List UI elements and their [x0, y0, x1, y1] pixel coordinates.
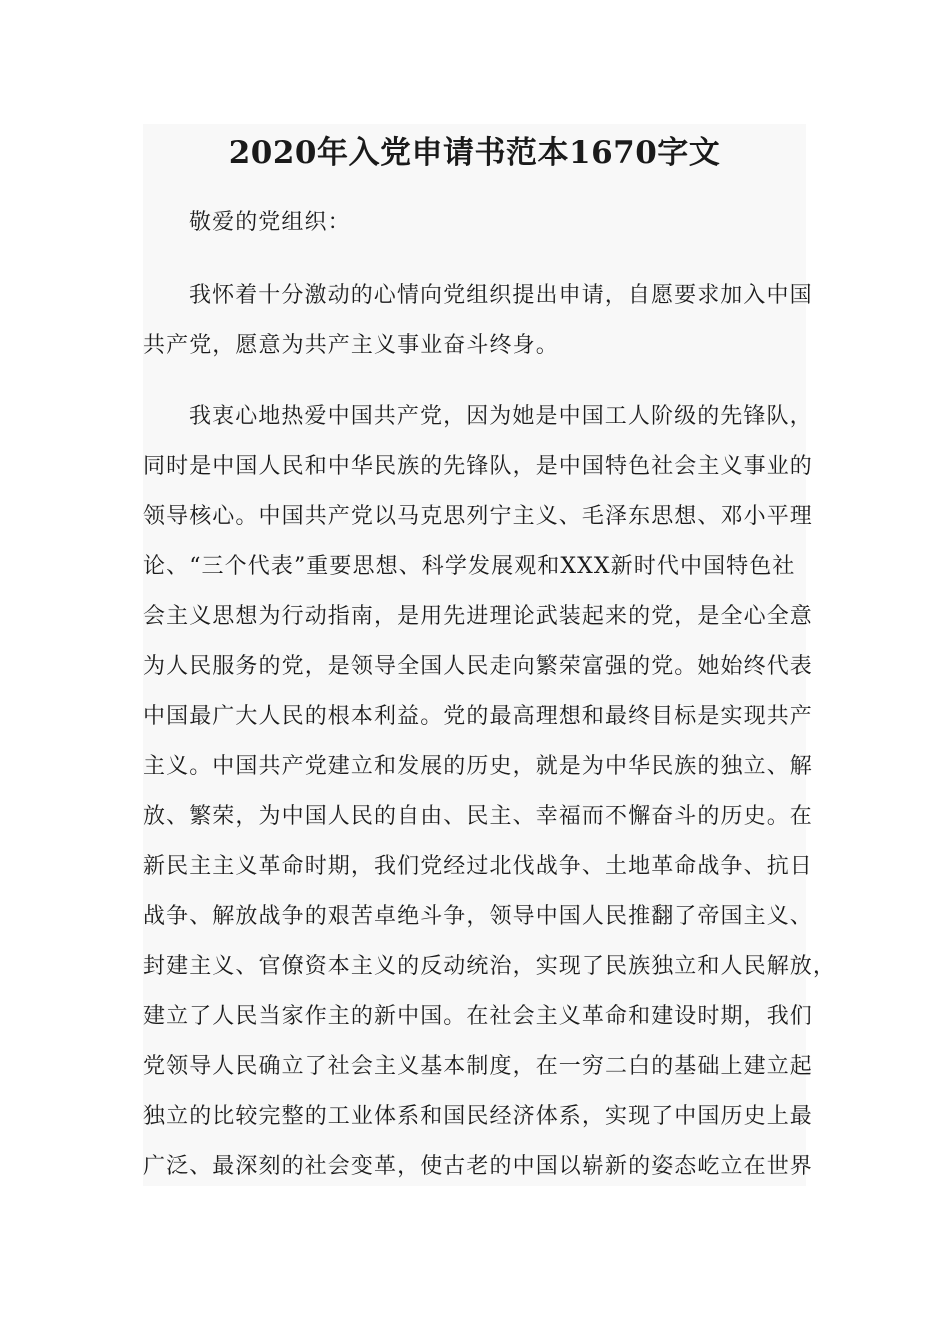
- paragraph-line: 主义。中国共产党建立和发展的历史，就是为中华民族的独立、解: [143, 754, 813, 779]
- paragraph-line: 建立了人民当家作主的新中国。在社会主义革命和建设时期，我们: [143, 1004, 813, 1029]
- paragraph-line: 战争、解放战争的艰苦卓绝斗争，领导中国人民推翻了帝国主义、: [143, 904, 813, 929]
- paragraph-line: 党领导人民确立了社会主义基本制度，在一穷二白的基础上建立起: [143, 1054, 813, 1079]
- paragraph-line: 放、繁荣，为中国人民的自由、民主、幸福而不懈奋斗的历史。在: [143, 804, 813, 829]
- document-title: 2020年入党申请书范本1670字文: [228, 135, 721, 171]
- paragraph-line: 中国最广大人民的根本利益。党的最高理想和最终目标是实现共产: [143, 704, 813, 729]
- paragraph-line: 同时是中国人民和中华民族的先锋队，是中国特色社会主义事业的: [143, 454, 813, 479]
- paragraph-2: [143, 392, 837, 1192]
- paragraph-line: 我怀着十分激动的心情向党组织提出申请，自愿要求加入中国: [189, 283, 813, 308]
- paragraph-line: 我衷心地热爱中国共产党，因为她是中国工人阶级的先锋队，: [189, 404, 813, 429]
- paragraph-line: 共产党，愿意为共产主义事业奋斗终身。: [143, 333, 559, 358]
- paragraph-line: 会主义思想为行动指南，是用先进理论武装起来的党，是全心全意: [143, 604, 813, 629]
- paragraph-line: 新民主主义革命时期，我们党经过北伐战争、土地革命战争、抗日: [143, 854, 813, 879]
- greeting: [143, 198, 815, 248]
- paragraph-line: 广泛、最深刻的社会变革，使古老的中国以崭新的姿态屹立在世界: [143, 1154, 813, 1179]
- paragraph-1: [143, 271, 815, 371]
- greeting-text: 敬爱的党组织：: [189, 210, 351, 235]
- paragraph-line: 领导核心。中国共产党以马克思列宁主义、毛泽东思想、邓小平理: [143, 504, 813, 529]
- paragraph-line: 封建主义、官僚资本主义的反动统治，实现了民族独立和人民解放，: [143, 954, 837, 979]
- paragraph-line: 论、“三个代表”重要思想、科学发展观和XXX新时代中国特色社: [143, 554, 796, 579]
- paragraph-line: 为人民服务的党，是领导全国人民走向繁荣富强的党。她始终代表: [143, 654, 813, 679]
- paragraph-line: 独立的比较完整的工业体系和国民经济体系，实现了中国历史上最: [143, 1104, 813, 1129]
